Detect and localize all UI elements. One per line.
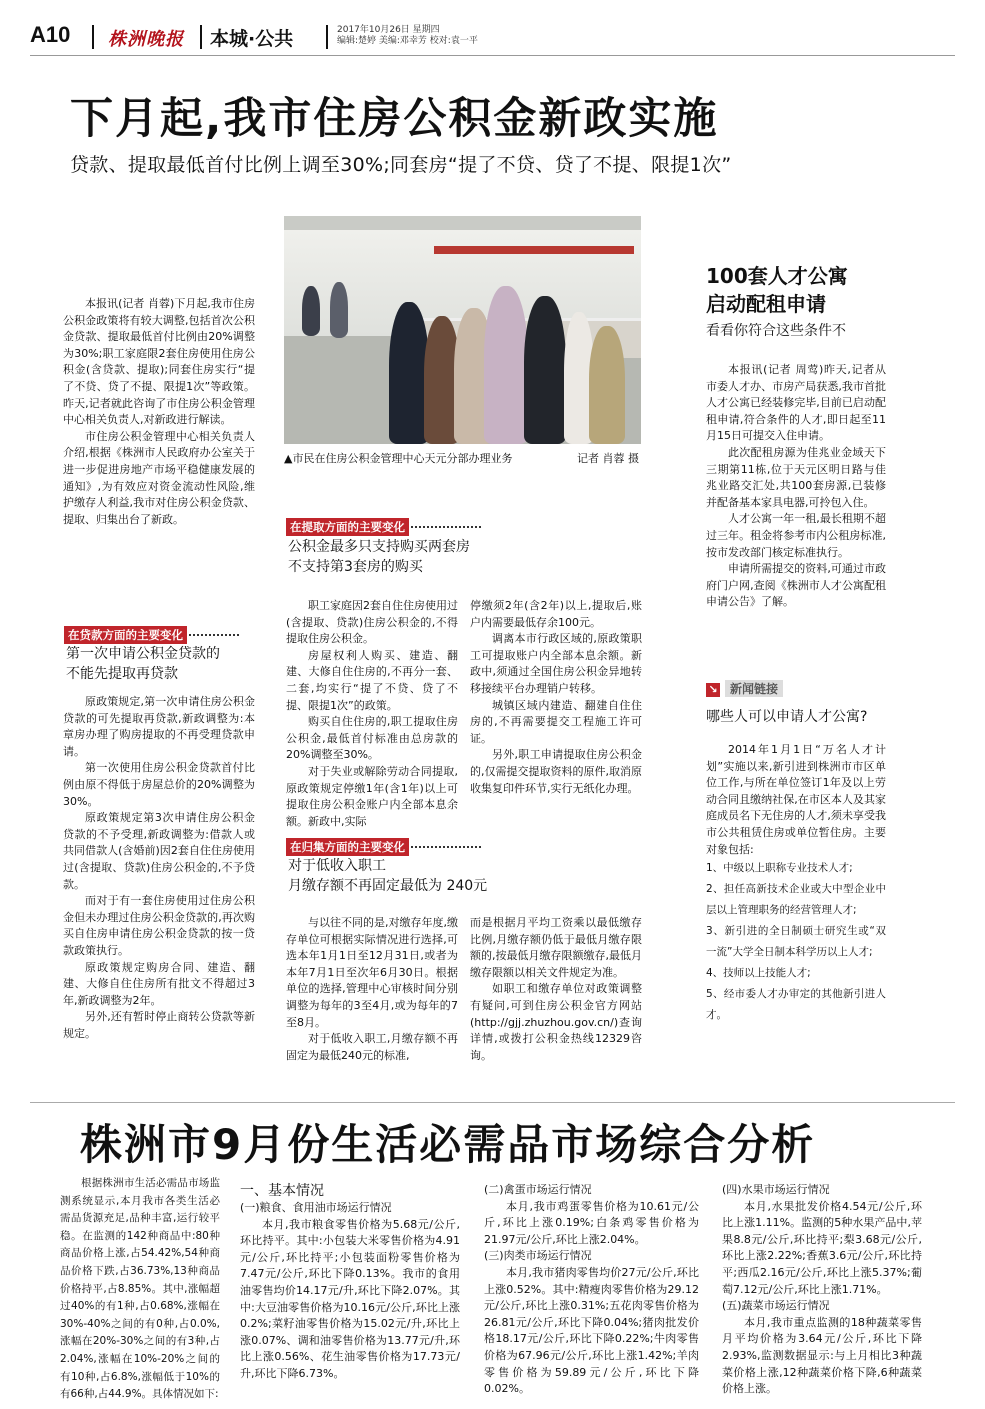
section-tag-label: 在归集方面的主要变化 <box>286 838 409 856</box>
market-col-3 <box>484 1182 699 1398</box>
collect-subhead <box>288 856 487 896</box>
sidebar-body <box>706 362 886 611</box>
subhead-line: 不支持第3套房的购买 <box>288 559 423 575</box>
collect-section-tag <box>286 836 481 856</box>
article-subheadline: 贷款、提取最低首付比例上调至30%;同套房“提了不贷、贷了不提、限提1次” <box>70 154 732 176</box>
sidebar-subtitle: 看看你符合这些条件不 <box>706 323 846 339</box>
section-name: 本城·公共 <box>210 28 294 50</box>
subsection-title: (二)禽蛋市场运行情况 <box>484 1183 592 1196</box>
article-intro <box>63 296 255 528</box>
paragraph: 申请所需提交的资料,可通过市政府门户网,查阅《株洲市人才公寓配租申请公告》了解。 <box>706 562 886 609</box>
withdraw-body-right <box>470 598 642 797</box>
paragraph: 本月,我市鸡蛋零售价格为10.61元/公斤,环比上涨0.19%;白条鸡零售价格为21.97元/公斤,环比上涨2.04%。 <box>484 1199 699 1246</box>
paragraph: 对于失业或解除劳动合同提取,原政策规定停缴1年(含1年)以上可提取住房公积金账户内全部本息余额。新政中,实际 <box>286 764 458 828</box>
news-photo <box>284 216 641 444</box>
withdraw-section-tag <box>286 516 481 536</box>
photo-credit: 记者 肖蓉 摄 <box>577 452 639 465</box>
subhead-line: 公积金最多只支持购买两套房 <box>288 539 470 555</box>
paragraph: 本月,水果批发价格4.54元/公斤,环比上涨1.11%。监测的5种水果产品中,苹果8.8元/公斤,环比持平;梨3.68元/公斤,环比上涨2.22%;香蕉3.6元/公斤,环比持平;西瓜2.16元/公斤,环比上涨5.37%;葡萄7.12元/公斤,环比上涨1.71%。 <box>722 1199 922 1296</box>
article-headline: 株洲市9月份生活必需品市场综合分析 <box>80 1120 816 1169</box>
paragraph: 本月,我市重点监测的18种蔬菜零售月平均价格为3.64元/公斤,环比下降2.93%,监测数据显示:与上月相比3种蔬菜价格上涨,12种蔬菜价格下降,6种蔬菜价格上涨。 <box>722 1315 922 1396</box>
masthead-separator <box>92 25 94 49</box>
paragraph: 城镇区域内建造、翻建自住住房的,不再需要提交工程施工许可证。 <box>470 698 642 745</box>
editors-credit: 编辑:楚婷 美编:邓幸芳 校对:袁一平 <box>337 36 478 46</box>
paragraph: 人才公寓一年一租,最长租期不超过三年。租金将参考市内公租房标准,按市发改部门核定标准执行。 <box>706 512 886 559</box>
paragraph: 本月,我市猪肉零售均价27元/公斤,环比上涨0.52%。其中:精瘦肉零售价格为29.12元/公斤,环比上涨0.31%;五花肉零售价格为26.81元/公斤,环比下降0.04%;猪肉批发价格18.17元/公斤,环比下降0.22%;牛肉零售价格为67.96元/公斤,环比上涨1.42%;羊肉零售价格为59.89元/公斤,环比下降0.02%。 <box>484 1265 699 1396</box>
sidebar-header <box>706 262 906 340</box>
photo-caption <box>284 450 641 466</box>
news-link-text: 新闻链接 <box>725 680 783 697</box>
subhead-line: 不能先提取再贷款 <box>66 666 178 682</box>
sidebar-question-body <box>706 742 886 1026</box>
masthead-separator <box>200 25 202 49</box>
list-item: 5、经市委人才办审定的其他新引进人才。 <box>706 988 886 1022</box>
paragraph: 市住房公积金管理中心相关负责人介绍,根据《株洲市人民政府办公室关于进一步促进房地产市场平稳健康发展的通知》,为有效应对资金流动性风险,维护缴存人利益,我市对住房公积金贷款、提取、归集出台了新政。 <box>63 429 255 526</box>
section-divider <box>30 1102 955 1103</box>
collect-body-right <box>470 915 642 1064</box>
news-link-label <box>706 680 906 697</box>
caption-text: ▲市民在住房公积金管理中心天元分部办理业务 <box>284 452 513 465</box>
sidebar-title: 启动配租申请 <box>706 292 826 316</box>
paragraph: 此次配租房源为佳兆业金域天下三期第11栋,位于天元区明日路与佳兆业路交汇处,共100套房源,已装修并配备基本家具电器,可拎包入住。 <box>706 445 886 509</box>
paragraph: 对于低收入职工,月缴存额不再固定为最低240元的标准, <box>286 1032 458 1062</box>
paragraph: 本报讯(记者 周莺)昨天,记者从市委人才办、市房产局获悉,我市首批人才公寓已经装修完毕,目前已启动配租申请,符合条件的人才,即日起至11月15日可提交入住申请。 <box>706 363 886 443</box>
page-number: A10 <box>30 22 71 47</box>
paragraph: 调离本市行政区域的,原政策职工可提取账户内全部本息余额。新政中,须通过全国住房公积金异地转移接续平台办理销户转移。 <box>470 632 642 695</box>
issue-date: 2017年10月26日 星期四 <box>337 25 440 35</box>
masthead-rule <box>30 55 955 56</box>
paragraph: 本月,我市粮食零售价格为5.68元/公斤,环比持平。其中:小包装大米零售价格为4.91元/公斤,环比持平;小包装面粉零售价格为7.47元/公斤,环比下降0.13%。我市的食用油零售均价14.17元/升,环比下降2.07%。其中:大豆油零售价格为10.16元/公斤,环比上涨0.2%;菜籽油零售价格为15.02元/升,环比上涨0.07%、调和油零售价格为13.77元/升,环比上涨0.56%、花生油零售价格为17.73元/升,环比下降6.73%。 <box>240 1217 460 1380</box>
market-intro <box>60 1175 220 1404</box>
paragraph: 2014年1月1日“万名人才计划”实施以来,新引进到株洲市市区单位工作,与所在单位签订1年及以上劳动合同且缴纳社保,在市区本人及其家庭成员名下无住房的人才,须未享受我市公共租赁住房或单位暂住房。主要对象包括: <box>706 743 886 856</box>
paragraph: 职工家庭因2套自住住房使用过(含提取、贷款)住房公积金的,不得提取住房公积金。 <box>286 599 458 646</box>
paragraph: 另外,职工申请提取住房公积金的,仅需提交提取资料的原件,取消原收集复印件环节,实行无纸化办理。 <box>470 748 642 795</box>
subhead-line: 月缴存额不再固定最低为 240元 <box>288 878 488 894</box>
subhead-line: 第一次申请公积金贷款的 <box>66 646 220 662</box>
paragraph: 原政策规定购房合同、建造、翻建、大修自住住房所有批文不得超过3年,新政调整为2年。 <box>63 960 255 1007</box>
newspaper-logo: 株洲晚报 <box>108 29 184 50</box>
list-item: 4、技师以上技能人才; <box>706 967 811 980</box>
sidebar-question: 哪些人可以申请人才公寓? <box>706 709 868 725</box>
loan-section-tag <box>64 624 239 644</box>
subsection-title: (五)蔬菜市场运行情况 <box>722 1299 830 1313</box>
list-item: 1、中级以上职称专业技术人才; <box>706 862 853 875</box>
paragraph: 停缴须2年(含2年)以上,提取后,账户内需要最低存余100元。 <box>470 599 642 629</box>
subsection-title: (四)水果市场运行情况 <box>722 1183 830 1196</box>
arrow-icon: ↘ <box>706 683 720 697</box>
withdraw-body-left <box>286 598 458 830</box>
paragraph: 房屋权利人购买、建造、翻建、大修自住住房的,不再分一套、二套,均实行“提了不贷、贷了不提、限提1次”的政策。 <box>286 648 458 712</box>
paragraph: 本报讯(记者 肖蓉)下月起,我市住房公积金政策将有较大调整,包括首次公积金贷款、提取最低首付比例由20%调整为30%;职工家庭限2套住房使用住房公积金(含贷款、提取);同套住房实行“提了不贷、贷了不提、限提1次”等政策。昨天,记者就此咨询了市住房公积金管理中心相关负责人,对新政进行解读。 <box>63 297 255 427</box>
list-item: 2、担任高新技术企业或大中型企业中层以上管理职务的经营管理人才; <box>706 883 886 917</box>
article-headline: 下月起,我市住房公积金新政实施 <box>70 94 719 144</box>
paragraph: 购买自住住房的,职工提取住房公积金,最低首付标准由总房款的20%调整至30%。 <box>286 715 458 762</box>
paragraph: 如职工和缴存单位对政策调整有疑问,可到住房公积金官方网站(http://gjj.zhuzhou.gov.cn/)查询详情,或拨打公积金热线12329咨询。 <box>470 982 642 1062</box>
eligibility-list <box>706 858 886 1026</box>
paragraph: 原政策规定第3次申请住房公积金贷款的不予受理,新政调整为:借款人或共同借款人(含婚前)因2套自住住房使用过(含提取、贷款)住房公积金的,不予贷款。 <box>63 811 255 891</box>
subsection-title: (一)粮食、食用油市场运行情况 <box>240 1201 392 1214</box>
masthead-separator <box>326 25 328 49</box>
subsection-title: (三)肉类市场运行情况 <box>484 1249 592 1263</box>
market-col-4 <box>722 1182 922 1398</box>
paragraph: 第一次使用住房公积金贷款首付比例由原不得低于房屋总价的20%调整为30%。 <box>63 761 255 808</box>
paragraph: 根据株洲市生活必需品市场监测系统显示,本月我市各类生活必需品货源充足,品种丰富,运行较平稳。在监测的142种商品中:80种商品价格上涨,占54.42%,54种商品价格下跌,占36.73%,13种商品价格持平,占8.85%。其中,涨幅超过40%的有1种,占0.68%,涨幅在30%-40%之间的有0种,占0.0%,涨幅在20%-30%之间的有3种,占2.04%,涨幅在10%-20%之间的有10种,占6.8%,涨幅低于10%的有66种,占44.9%。具体情况如下: <box>60 1177 220 1401</box>
section-tag-label: 在贷款方面的主要变化 <box>64 626 187 644</box>
collect-body-left <box>286 915 458 1064</box>
list-item: 3、新引进的全日制硕士研究生或“双一流”大学全日制本科学历以上人才; <box>706 925 886 959</box>
date-line <box>337 25 478 47</box>
paragraph: 而对于有一套住房使用过住房公积金但未办理过住房公积金贷款的,再次购买自住房申请住房公积金贷款的按一贷款政策执行。 <box>63 894 255 957</box>
paragraph: 另外,还有暂时停止商转公贷款等新规定。 <box>63 1010 255 1040</box>
loan-subhead <box>66 644 220 684</box>
paragraph: 原政策规定,第一次申请住房公积金贷款的可先提取再贷款,新政调整为:本章房办理了购房提取的不再受理贷款申请。 <box>63 695 255 758</box>
market-col-2 <box>240 1182 460 1383</box>
paragraph: 与以往不同的是,对缴存年度,缴存单位可根据实际情况进行选择,可选本年1月1日至12月31日,或者为本年7月1日至次年6月30日。根据单位的选择,管理中心审核时间分别调整为每年的3至4月,或为每年的7至8月。 <box>286 916 458 1029</box>
loan-body <box>63 694 255 1042</box>
subhead-line: 对于低收入职工 <box>288 858 386 874</box>
section-title: 一、基本情况 <box>240 1183 324 1199</box>
sidebar-title: 100套人才公寓 <box>706 264 848 288</box>
section-tag-label: 在提取方面的主要变化 <box>286 518 409 536</box>
paragraph: 而是根据月平均工资乘以最低缴存比例,月缴存额仍低于最低月缴存限额的,按最低月缴存限额缴存,最低月缴存限额以相关文件规定为准。 <box>470 916 642 979</box>
withdraw-subhead <box>288 537 470 577</box>
masthead <box>30 22 710 56</box>
